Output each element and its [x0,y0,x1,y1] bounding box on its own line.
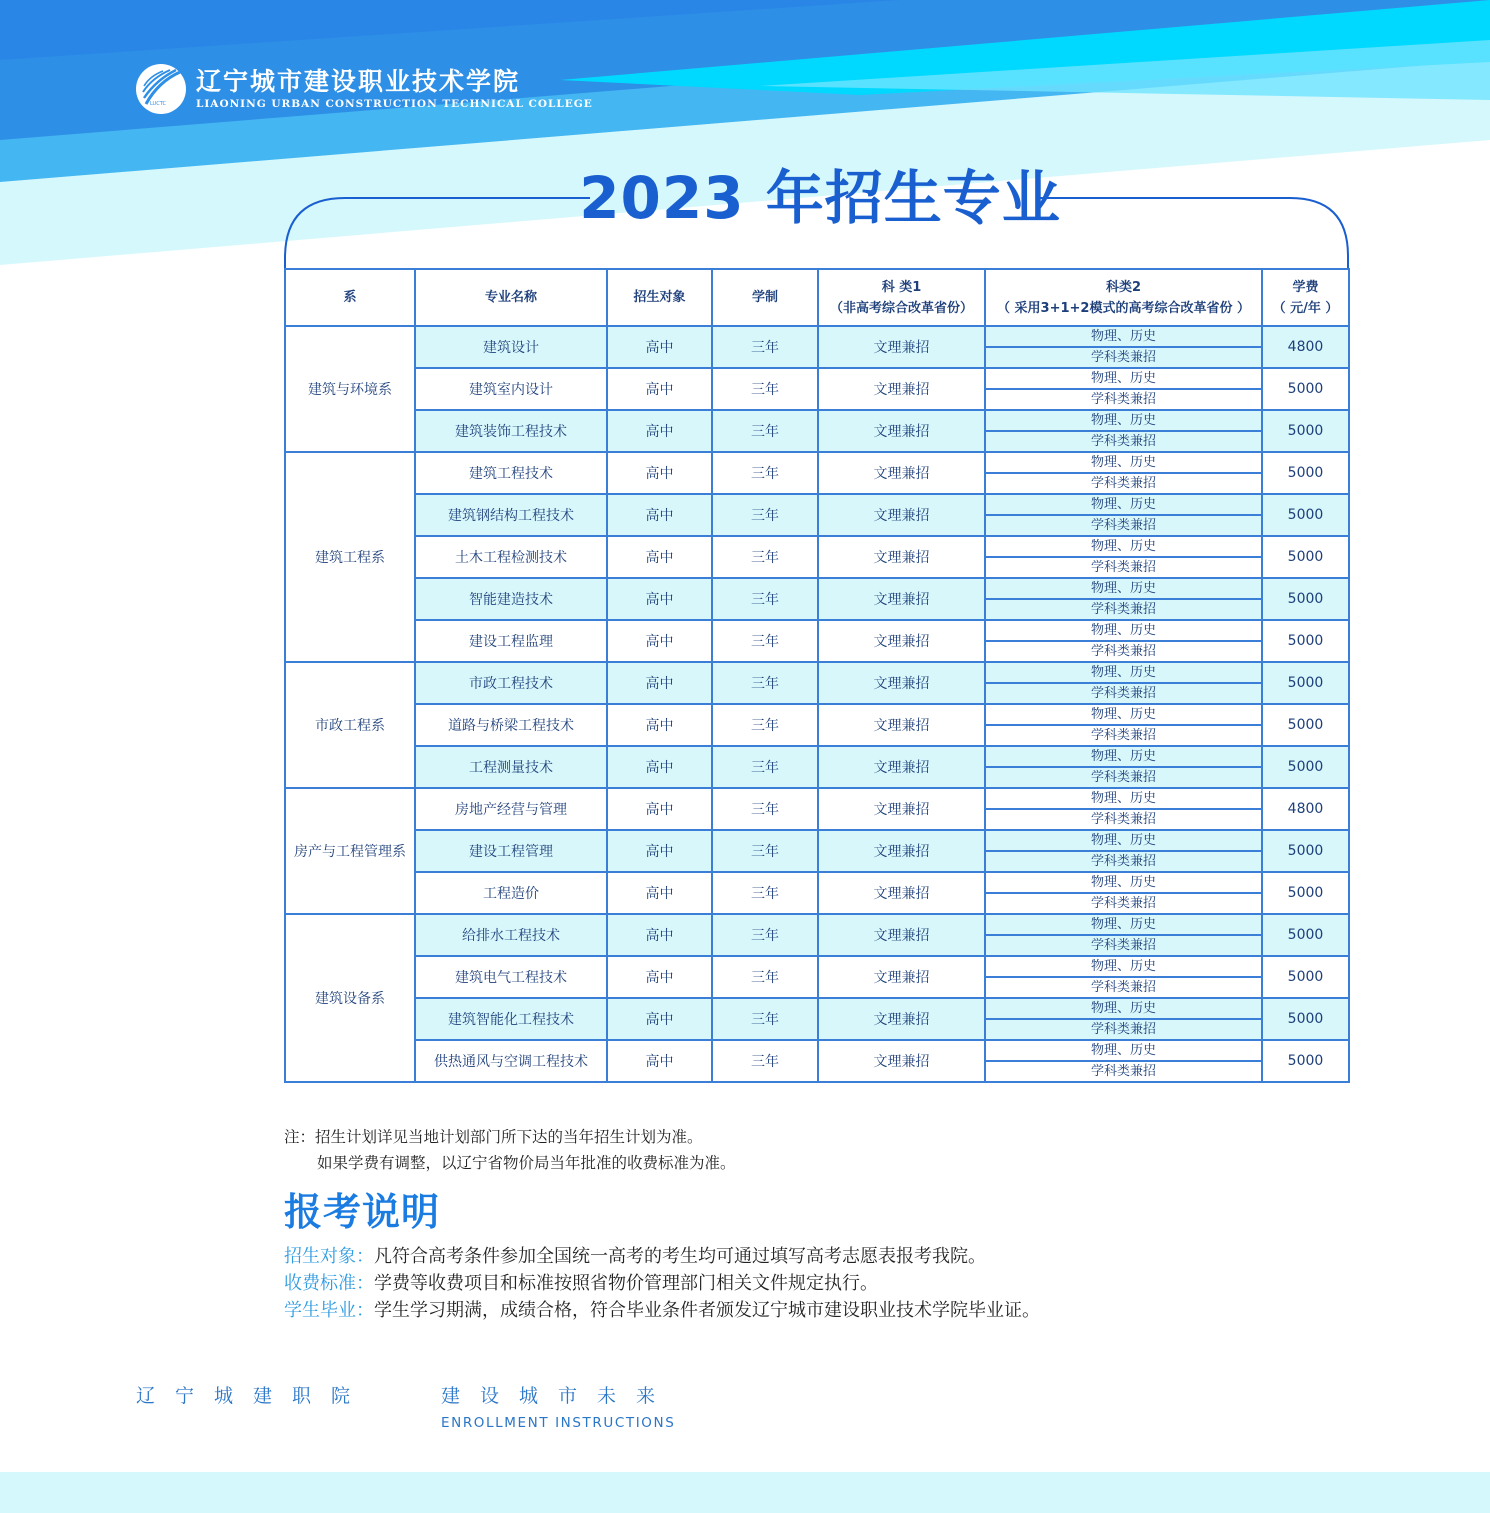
k1-cell: 文理兼招 [818,998,985,1040]
major-name-cell: 智能建造技术 [415,578,607,620]
k2-line-2: 学科类兼招 [1090,854,1156,869]
header-dept: 系 [285,269,415,326]
k2-cell [985,1040,1262,1082]
major-name-cell: 建筑钢结构工程技术 [415,494,607,536]
header-fee: 学费 （ 元/年 ） [1262,269,1349,326]
slogan-right: 建设城市未来 [441,1385,676,1407]
header-duration: 学制 [712,269,818,326]
k2-line-1: 物理、历史 [986,747,1261,768]
table-header-row [285,269,1349,326]
k2-line-2: 学科类兼招 [1090,770,1156,785]
k1-cell: 文理兼招 [818,788,985,830]
k2-cell [985,326,1262,368]
k2-line-1: 物理、历史 [986,579,1261,600]
info-list [284,1243,1040,1324]
k2-line-2: 学科类兼招 [1090,686,1156,701]
fee-cell: 5000 [1262,998,1349,1040]
duration-cell: 三年 [712,662,818,704]
k2-line-1: 物理、历史 [986,663,1261,684]
k2-cell [985,368,1262,410]
k2-line-2: 学科类兼招 [1090,350,1156,365]
note-line-2: 如果学费有调整，以辽宁省物价局当年批准的收费标准为准。 [317,1154,736,1172]
k1-cell: 文理兼招 [818,368,985,410]
k1-cell: 文理兼招 [818,536,985,578]
page-title: 2023 年招生专业 [579,164,1061,232]
duration-cell: 三年 [712,788,818,830]
k1-cell: 文理兼招 [818,830,985,872]
fee-cell: 5000 [1262,410,1349,452]
k1-cell: 文理兼招 [818,1040,985,1082]
major-name-cell: 工程造价 [415,872,607,914]
table-row [285,998,1349,1040]
major-name-cell: 给排水工程技术 [415,914,607,956]
dept-cell: 建筑工程系 [285,452,415,662]
k2-cell [985,788,1262,830]
k1-cell: 文理兼招 [818,662,985,704]
majors-table [284,268,1350,1083]
k2-line-1: 物理、历史 [986,621,1261,642]
fee-cell: 5000 [1262,872,1349,914]
fee-cell: 5000 [1262,956,1349,998]
k1-cell: 文理兼招 [818,872,985,914]
k1-cell: 文理兼招 [818,326,985,368]
k2-cell [985,410,1262,452]
duration-cell: 三年 [712,746,818,788]
table-row [285,410,1349,452]
k2-cell [985,956,1262,998]
k2-cell [985,914,1262,956]
k2-line-1: 物理、历史 [986,411,1261,432]
k2-line-2: 学科类兼招 [1090,1022,1156,1037]
k1-cell: 文理兼招 [818,704,985,746]
dept-cell: 建筑与环境系 [285,326,415,452]
k2-line-1: 物理、历史 [986,1041,1261,1062]
k2-line-1: 物理、历史 [986,873,1261,894]
k2-line-2: 学科类兼招 [1090,560,1156,575]
fee-cell: 4800 [1262,326,1349,368]
target-cell: 高中 [607,998,712,1040]
fee-cell: 5000 [1262,368,1349,410]
target-cell: 高中 [607,662,712,704]
k2-line-1: 物理、历史 [986,831,1261,852]
dept-cell: 建筑设备系 [285,914,415,1082]
major-name-cell: 房地产经营与管理 [415,788,607,830]
fee-cell: 5000 [1262,662,1349,704]
k2-line-2: 学科类兼招 [1090,434,1156,449]
header-k2: 科类2 （ 采用3+1+2模式的高考综合改革省份 ） [985,269,1262,326]
duration-cell: 三年 [712,368,818,410]
major-name-cell: 建设工程管理 [415,830,607,872]
fee-cell: 5000 [1262,620,1349,662]
table-row [285,956,1349,998]
k2-line-2: 学科类兼招 [1090,476,1156,491]
college-emblem-icon [136,64,186,114]
table-row [285,368,1349,410]
duration-cell: 三年 [712,326,818,368]
target-cell: 高中 [607,914,712,956]
k2-line-1: 物理、历史 [986,957,1261,978]
target-cell: 高中 [607,326,712,368]
major-name-cell: 供热通风与空调工程技术 [415,1040,607,1082]
major-name-cell: 建筑装饰工程技术 [415,410,607,452]
dept-cell: 市政工程系 [285,662,415,788]
duration-cell: 三年 [712,620,818,662]
k2-cell [985,452,1262,494]
k2-cell [985,494,1262,536]
table-row [285,1040,1349,1082]
table-row [285,704,1349,746]
k1-cell: 文理兼招 [818,746,985,788]
k2-line-2: 学科类兼招 [1090,896,1156,911]
section-title: 报考说明 [284,1190,441,1234]
fee-cell: 5000 [1262,830,1349,872]
major-name-cell: 建筑电气工程技术 [415,956,607,998]
majors-table-body [285,326,1349,1082]
major-name-cell: 建筑设计 [415,326,607,368]
k2-cell [985,872,1262,914]
k1-cell: 文理兼招 [818,578,985,620]
k2-line-1: 物理、历史 [986,705,1261,726]
info-item: 收费标准：学费等收费项目和标准按照省物价管理部门相关文件规定执行。 [284,1273,878,1294]
target-cell: 高中 [607,536,712,578]
target-cell: 高中 [607,494,712,536]
duration-cell: 三年 [712,1040,818,1082]
k2-line-2: 学科类兼招 [1090,602,1156,617]
duration-cell: 三年 [712,998,818,1040]
k1-cell: 文理兼招 [818,914,985,956]
duration-cell: 三年 [712,956,818,998]
k1-cell: 文理兼招 [818,410,985,452]
major-name-cell: 建设工程监理 [415,620,607,662]
k2-line-2: 学科类兼招 [1090,644,1156,659]
college-name-en: LIAONING URBAN CONSTRUCTION TECHNICAL COLLEGE [196,98,593,110]
k2-line-1: 物理、历史 [986,453,1261,474]
fee-cell: 5000 [1262,452,1349,494]
k1-cell: 文理兼招 [818,956,985,998]
target-cell: 高中 [607,830,712,872]
k2-line-2: 学科类兼招 [1090,1064,1156,1079]
target-cell: 高中 [607,410,712,452]
fee-cell: 5000 [1262,578,1349,620]
duration-cell: 三年 [712,410,818,452]
duration-cell: 三年 [712,830,818,872]
duration-cell: 三年 [712,452,818,494]
fee-cell: 5000 [1262,494,1349,536]
info-item: 学生毕业：学生学习期满，成绩合格，符合毕业条件者颁发辽宁城市建设职业技术学院毕业证。 [284,1300,1040,1321]
duration-cell: 三年 [712,914,818,956]
table-row [285,536,1349,578]
major-name-cell: 建筑室内设计 [415,368,607,410]
table-row [285,494,1349,536]
fee-cell: 5000 [1262,704,1349,746]
duration-cell: 三年 [712,536,818,578]
table-row [285,452,1349,494]
table-row [285,326,1349,368]
k2-cell [985,746,1262,788]
major-name-cell: 市政工程技术 [415,662,607,704]
table-row [285,746,1349,788]
fee-cell: 5000 [1262,914,1349,956]
table-row [285,830,1349,872]
fee-cell: 5000 [1262,746,1349,788]
target-cell: 高中 [607,578,712,620]
target-cell: 高中 [607,452,712,494]
fee-cell: 4800 [1262,788,1349,830]
target-cell: 高中 [607,368,712,410]
k2-line-1: 物理、历史 [986,537,1261,558]
emblem-badge-text: LUCTC [150,101,166,107]
target-cell: 高中 [607,746,712,788]
fee-cell: 5000 [1262,1040,1349,1082]
major-name-cell: 土木工程检测技术 [415,536,607,578]
k1-cell: 文理兼招 [818,452,985,494]
k2-line-2: 学科类兼招 [1090,728,1156,743]
table-row [285,578,1349,620]
table-row [285,662,1349,704]
footer-band [0,1472,1490,1513]
major-name-cell: 工程测量技术 [415,746,607,788]
target-cell: 高中 [607,788,712,830]
table-row [285,914,1349,956]
major-name-cell: 建筑工程技术 [415,452,607,494]
target-cell: 高中 [607,872,712,914]
info-item: 招生对象：凡符合高考条件参加全国统一高考的考生均可通过填写高考志愿表报考我院。 [284,1246,986,1267]
header-major: 专业名称 [415,269,607,326]
target-cell: 高中 [607,620,712,662]
header-k1: 科 类1 （非高考综合改革省份） [818,269,985,326]
table-row [285,620,1349,662]
major-name-cell: 道路与桥梁工程技术 [415,704,607,746]
k2-line-1: 物理、历史 [986,327,1261,348]
college-logo [136,64,593,114]
duration-cell: 三年 [712,578,818,620]
header-target: 招生对象 [607,269,712,326]
duration-cell: 三年 [712,872,818,914]
k2-cell [985,620,1262,662]
table-row [285,872,1349,914]
k2-line-2: 学科类兼招 [1090,518,1156,533]
k2-cell [985,998,1262,1040]
note-line-1: 注：招生计划详见当地计划部门所下达的当年招生计划为准。 [284,1128,703,1146]
k2-cell [985,830,1262,872]
slogan-left: 辽宁城建职院 [136,1385,371,1407]
k2-line-1: 物理、历史 [986,999,1261,1020]
k2-line-1: 物理、历史 [986,789,1261,810]
duration-cell: 三年 [712,494,818,536]
k2-line-2: 学科类兼招 [1090,980,1156,995]
k2-line-1: 物理、历史 [986,495,1261,516]
fee-cell: 5000 [1262,536,1349,578]
major-name-cell: 建筑智能化工程技术 [415,998,607,1040]
target-cell: 高中 [607,956,712,998]
k2-line-2: 学科类兼招 [1090,392,1156,407]
slogan-en: ENROLLMENT INSTRUCTIONS [441,1415,676,1431]
target-cell: 高中 [607,1040,712,1082]
notes [284,1124,736,1176]
table-row [285,788,1349,830]
k2-line-1: 物理、历史 [986,369,1261,390]
k2-line-1: 物理、历史 [986,915,1261,936]
k1-cell: 文理兼招 [818,620,985,662]
target-cell: 高中 [607,704,712,746]
dept-cell: 房产与工程管理系 [285,788,415,914]
k2-cell [985,578,1262,620]
college-name-cn: 辽宁城市建设职业技术学院 [196,67,521,96]
k2-cell [985,662,1262,704]
duration-cell: 三年 [712,704,818,746]
k2-cell [985,536,1262,578]
k1-cell: 文理兼招 [818,494,985,536]
k2-line-2: 学科类兼招 [1090,812,1156,827]
k2-cell [985,704,1262,746]
k2-line-2: 学科类兼招 [1090,938,1156,953]
